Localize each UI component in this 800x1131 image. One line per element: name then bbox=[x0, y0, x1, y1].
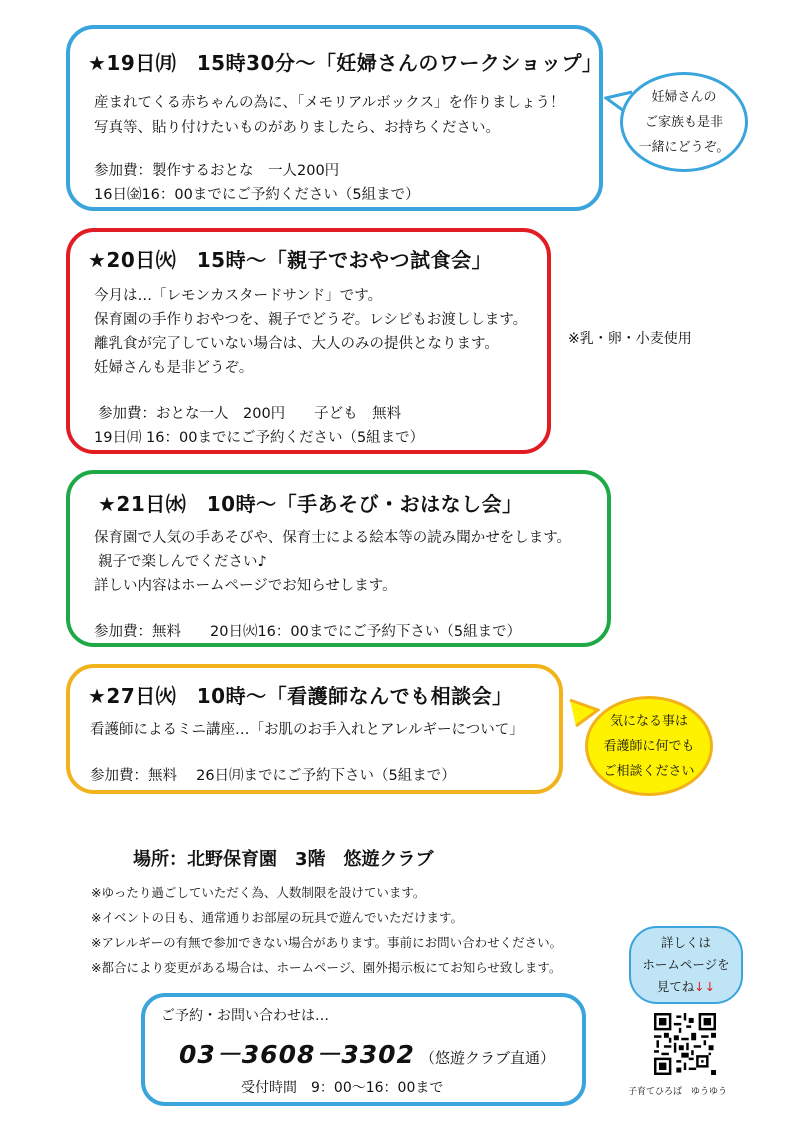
note-item: ※イベントの日も、通常通りお部屋の玩具で遊んでいただけます。 bbox=[91, 910, 463, 925]
event-fee-deadline: 参加費：無料 20日㈫16：00までにご予約下さい（5組まで） bbox=[94, 624, 522, 640]
reception-hours: 受付時間 9：00～16：00まで bbox=[241, 1080, 444, 1096]
note-item: ※ゆったり過ごしていただく為、人数制限を設けています。 bbox=[91, 885, 426, 900]
bubble-line: ご家族も是非 bbox=[644, 114, 723, 130]
bubble-line: 気になる事は bbox=[609, 713, 688, 729]
phone-note: （悠遊クラブ直通） bbox=[420, 1049, 556, 1067]
bubble-line: ご相談ください bbox=[603, 763, 695, 779]
note-item: ※アレルギーの有無で参加できない場合があります。事前にお問い合わせください。 bbox=[91, 935, 563, 950]
arrow-down-icon: ↓↓ bbox=[694, 979, 716, 994]
contact-phone-row bbox=[179, 1035, 555, 1071]
homepage-bubble bbox=[629, 926, 743, 1004]
family-welcome-bubble bbox=[620, 72, 748, 172]
event-box-19 bbox=[66, 25, 603, 211]
event-box-27 bbox=[66, 664, 563, 794]
event-fee-deadline: 参加費：無料 26日㈪までにご予約下さい（5組まで） bbox=[90, 768, 456, 784]
event-line: 写真等、貼り付けたいものがありましたら、お持ちください。 bbox=[94, 120, 500, 136]
contact-heading: ご予約・お問い合わせは… bbox=[161, 1008, 329, 1024]
event-title: ★20日㈫ 15時～「親子でおやつ試食会」 bbox=[88, 248, 493, 272]
event-fee: 参加費：製作するおとな 一人200円 bbox=[94, 163, 340, 179]
phone-number[interactable]: 03－3608－3302 bbox=[179, 1040, 415, 1069]
homepage-line: ホームページを bbox=[642, 957, 730, 972]
nurse-consult-bubble bbox=[585, 696, 713, 796]
bubble-line: 妊婦さんの bbox=[651, 89, 717, 105]
homepage-line: 詳しくは bbox=[660, 935, 711, 950]
event-line: 保育園の手作りおやつを、親子でどうぞ。レシピもお渡しします。 bbox=[94, 312, 528, 328]
location: 場所：北野保育園 3階 悠遊クラブ bbox=[133, 849, 434, 870]
event-title: ★19日㈪ 15時30分～「妊婦さんのワークショップ」 bbox=[88, 51, 603, 75]
event-line: 保育園で人気の手あそびや、保育士による絵本等の読み聞かせをします。 bbox=[94, 530, 572, 546]
event-line: 詳しい内容はホームページでお知らせします。 bbox=[94, 578, 397, 594]
event-line: 親子で楽しんでください♪ bbox=[98, 554, 267, 570]
event-deadline: 16日㈮16：00までにご予約ください（5組まで） bbox=[94, 187, 420, 203]
bubble-line: 一緒にどうぞ。 bbox=[638, 139, 730, 155]
allergy-note: ※乳・卵・小麦使用 bbox=[568, 331, 692, 347]
event-deadline: 19日㈪ 16：00までにご予約ください（5組まで） bbox=[94, 430, 425, 446]
event-title: ★27日㈫ 10時～「看護師なんでも相談会」 bbox=[88, 684, 513, 708]
qr-code-icon[interactable] bbox=[654, 1013, 716, 1075]
event-line: 産まれてくる赤ちゃんの為に、「メモリアルボックス」を作りましょう！ bbox=[94, 95, 565, 111]
event-line: 妊婦さんも是非どうぞ。 bbox=[94, 360, 254, 376]
event-line: 今月は…「レモンカスタードサンド」です。 bbox=[94, 288, 383, 304]
homepage-line: 見てね bbox=[656, 979, 695, 994]
event-box-21 bbox=[66, 470, 611, 647]
event-box-20 bbox=[66, 228, 551, 454]
qr-caption: 子育てひろば ゆうゆう bbox=[628, 1087, 728, 1097]
event-line: 離乳食が完了していない場合は、大人のみの提供となります。 bbox=[94, 336, 499, 352]
note-item: ※都合により変更がある場合は、ホームページ、園外掲示板にてお知らせ致します。 bbox=[91, 960, 562, 975]
event-title: ★21日㈬ 10時～「手あそび・おはなし会」 bbox=[98, 492, 523, 516]
contact-box bbox=[141, 993, 586, 1106]
event-line: 看護師によるミニ講座…「お肌のお手入れとアレルギーについて」 bbox=[90, 722, 524, 738]
bubble-line: 看護師に何でも bbox=[603, 738, 695, 754]
event-fee: 参加費：おとな一人 200円 子ども 無料 bbox=[98, 406, 402, 422]
